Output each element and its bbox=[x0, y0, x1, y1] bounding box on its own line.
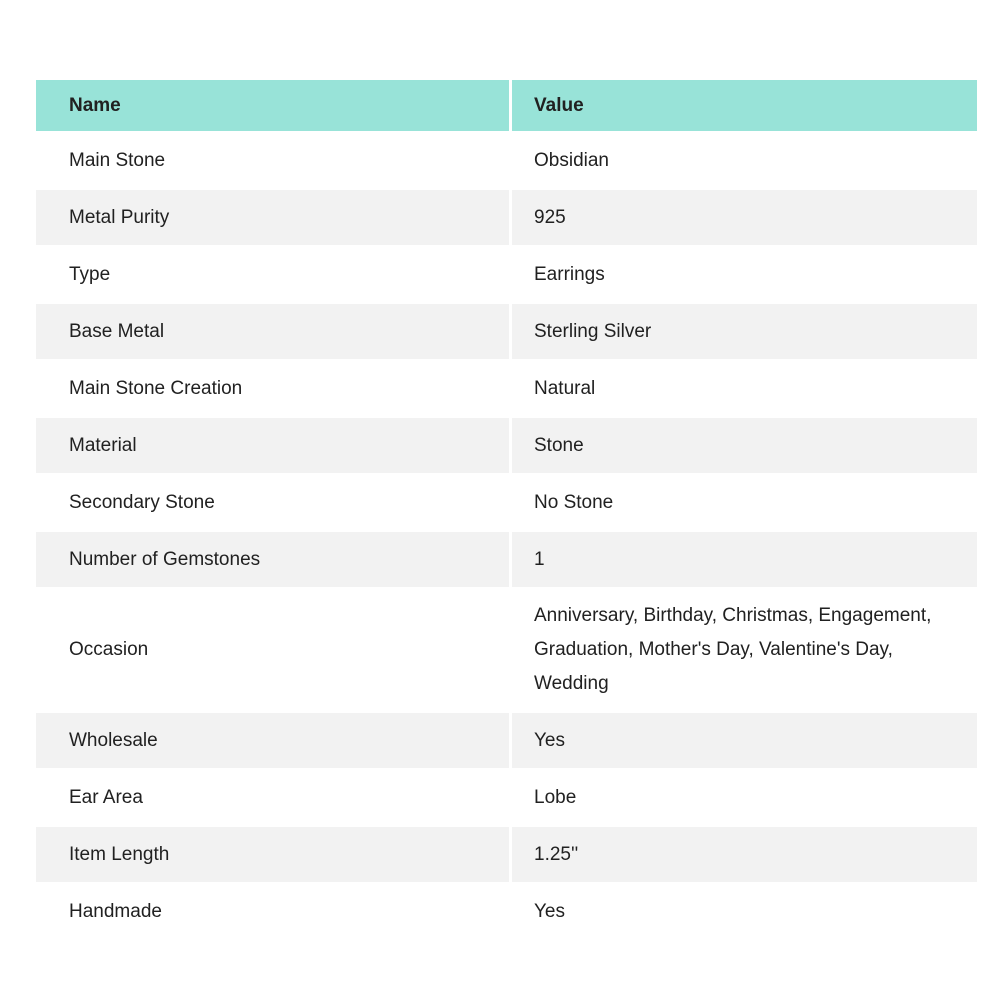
spec-value: No Stone bbox=[534, 491, 614, 513]
table-row bbox=[36, 770, 977, 825]
spec-value-cell bbox=[512, 884, 977, 939]
spec-name-cell bbox=[36, 713, 509, 768]
spec-value: Sterling Silver bbox=[534, 320, 652, 342]
spec-name: Metal Purity bbox=[69, 206, 170, 228]
spec-value: 1 bbox=[534, 548, 545, 570]
spec-value-cell bbox=[512, 133, 977, 188]
spec-value: 925 bbox=[534, 206, 566, 228]
spec-value: Yes bbox=[534, 900, 565, 922]
spec-value: Yes bbox=[534, 729, 565, 751]
table-row bbox=[36, 247, 977, 302]
table-row bbox=[36, 884, 977, 939]
spec-name: Ear Area bbox=[69, 786, 143, 808]
spec-value-cell bbox=[512, 304, 977, 359]
spec-name-cell bbox=[36, 770, 509, 825]
spec-name-cell bbox=[36, 589, 509, 711]
spec-value: Obsidian bbox=[534, 149, 609, 171]
spec-value-cell bbox=[512, 770, 977, 825]
spec-name: Type bbox=[69, 263, 111, 285]
spec-name-cell bbox=[36, 418, 509, 473]
spec-name-cell bbox=[36, 532, 509, 587]
table-row bbox=[36, 827, 977, 882]
spec-name-cell bbox=[36, 247, 509, 302]
table-row bbox=[36, 713, 977, 768]
table-row bbox=[36, 190, 977, 245]
table-row bbox=[36, 133, 977, 188]
spec-name-cell bbox=[36, 884, 509, 939]
table-row bbox=[36, 418, 977, 473]
table-body bbox=[36, 133, 977, 939]
header-cell-name bbox=[36, 80, 509, 131]
table-row bbox=[36, 532, 977, 587]
header-cell-value bbox=[512, 80, 977, 131]
spec-name-cell bbox=[36, 133, 509, 188]
spec-value-cell bbox=[512, 475, 977, 530]
spec-value-cell bbox=[512, 713, 977, 768]
spec-name-cell bbox=[36, 304, 509, 359]
spec-value: Lobe bbox=[534, 786, 577, 808]
table-header-row bbox=[36, 80, 977, 131]
spec-value-cell bbox=[512, 589, 977, 711]
spec-name: Occasion bbox=[69, 639, 149, 660]
spec-name: Item Length bbox=[69, 843, 170, 865]
spec-name: Secondary Stone bbox=[69, 491, 215, 513]
spec-value: Anniversary, Birthday, Christmas, Engagement, Graduation, Mother's Day, Valentine's Day, Wedding bbox=[534, 605, 932, 694]
spec-name-cell bbox=[36, 827, 509, 882]
table-row bbox=[36, 589, 977, 711]
spec-value: 1.25'' bbox=[534, 843, 579, 865]
spec-name: Base Metal bbox=[69, 320, 165, 342]
spec-name: Handmade bbox=[69, 900, 162, 922]
spec-value: Natural bbox=[534, 377, 596, 399]
spec-name: Material bbox=[69, 434, 137, 456]
spec-name: Number of Gemstones bbox=[69, 548, 261, 570]
spec-value-cell bbox=[512, 190, 977, 245]
table-row bbox=[36, 361, 977, 416]
spec-value: Stone bbox=[534, 434, 584, 456]
spec-value-cell bbox=[512, 361, 977, 416]
header-value-label: Value bbox=[534, 94, 584, 116]
spec-value: Earrings bbox=[534, 263, 605, 285]
header-name-label: Name bbox=[69, 94, 121, 116]
spec-name: Main Stone bbox=[69, 149, 166, 171]
spec-name: Wholesale bbox=[69, 729, 158, 751]
table-row bbox=[36, 304, 977, 359]
spec-value-cell bbox=[512, 247, 977, 302]
spec-name-cell bbox=[36, 190, 509, 245]
spec-name-cell bbox=[36, 475, 509, 530]
spec-value-cell bbox=[512, 532, 977, 587]
item-specifics-table bbox=[36, 80, 977, 941]
spec-value-cell bbox=[512, 827, 977, 882]
spec-name: Main Stone Creation bbox=[69, 377, 243, 399]
table-row bbox=[36, 475, 977, 530]
spec-name-cell bbox=[36, 361, 509, 416]
spec-value-cell bbox=[512, 418, 977, 473]
